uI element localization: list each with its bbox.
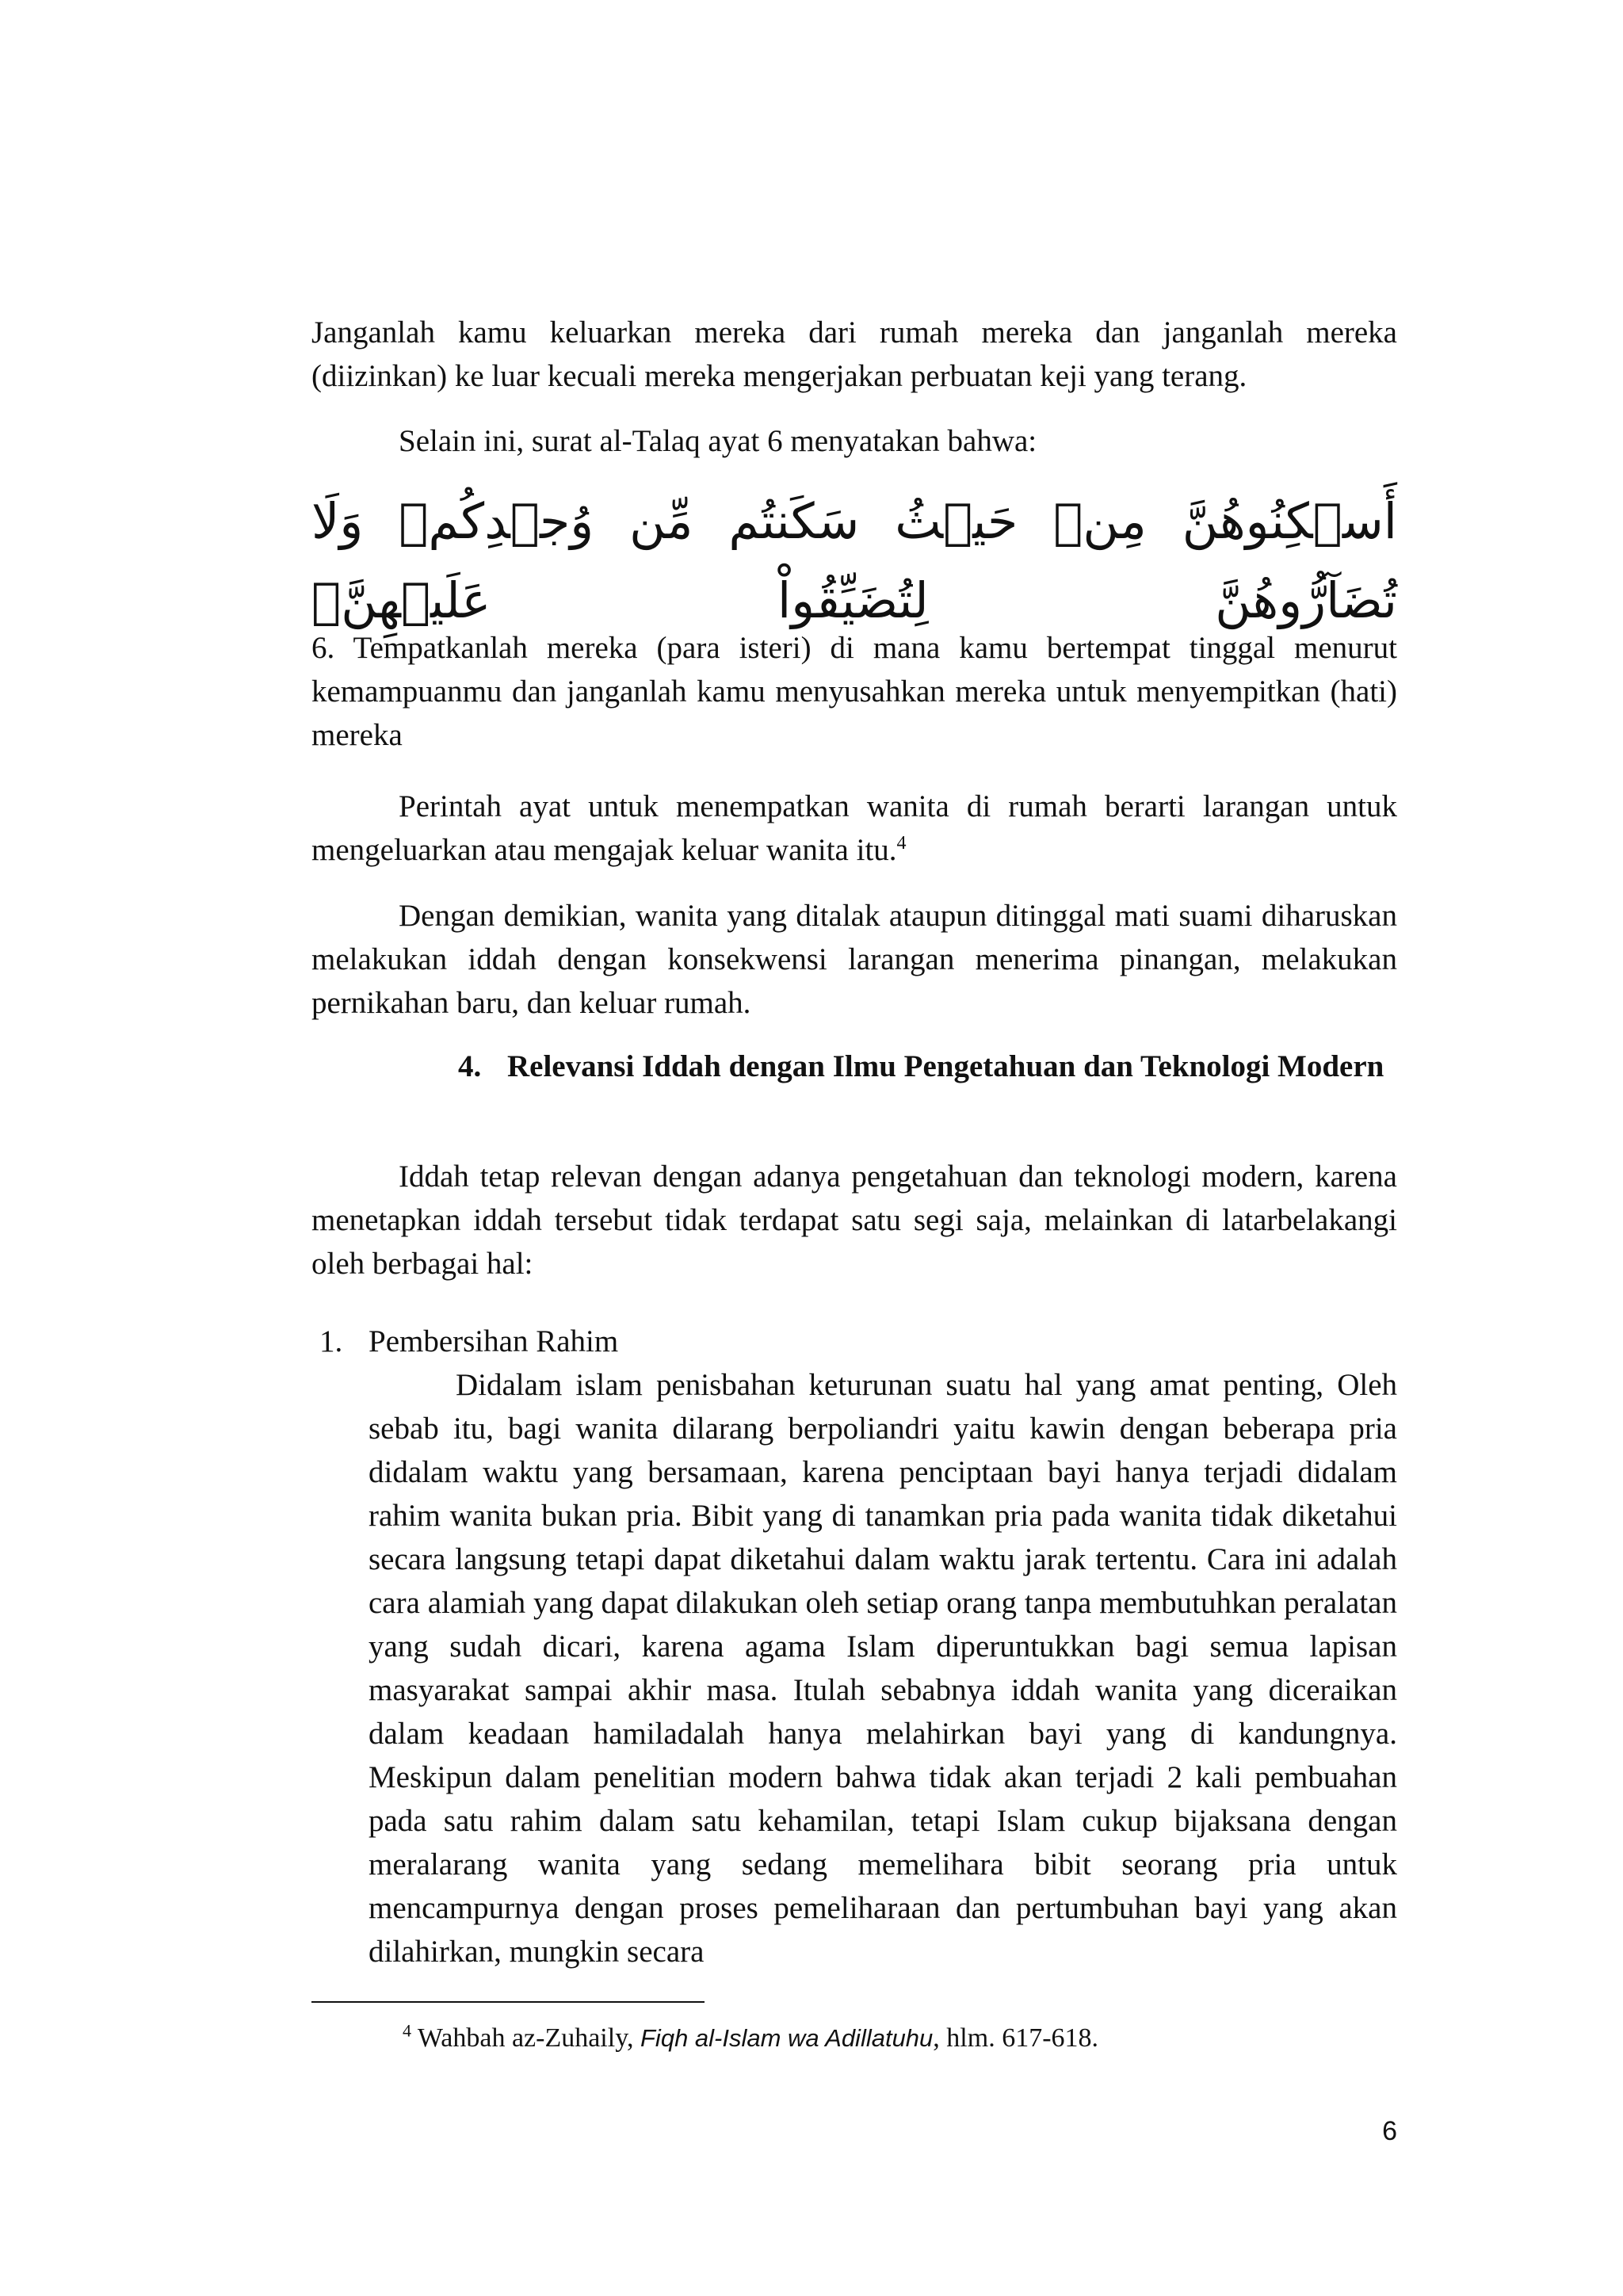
paragraph-text: Dengan demikian, wanita yang ditalak ataupun ditinggal mati suami diharuskan melakukan iddah dengan konsekwensi larangan menerima pinangan, melakukan pernikahan baru, dan keluar rumah. — [311, 899, 1397, 1020]
page-number: 6 — [1382, 2116, 1397, 2146]
footnote-separator — [311, 2001, 705, 2003]
list-item-number: 1. — [319, 1324, 343, 1358]
paragraph-command — [311, 785, 1397, 872]
paragraph-text: Iddah tetap relevan dengan adanya pengetahuan dan teknologi modern, karena menetapkan iddah tersebut tidak terdapat satu segi saja, melainkan di latarbelakangi oleh berbagai hal: — [311, 1159, 1397, 1281]
footnote-author: Wahbah az-Zuhaily, — [417, 2023, 634, 2053]
paragraph-relevance — [311, 1155, 1397, 1286]
footnote-pages: , hlm. 617-618. — [933, 2023, 1099, 2053]
section-heading — [458, 1045, 1397, 1088]
footnote-number: 4 — [403, 2020, 411, 2041]
paragraph-conclusion — [311, 894, 1397, 1025]
footnote-title: Fiqh al-Islam wa Adillatuhu — [640, 2024, 934, 2052]
paragraph-content: Perintah ayat untuk menempatkan wanita di rumah berarti larangan untuk mengeluarkan atau mengajak keluar wanita itu. — [311, 789, 1397, 867]
paragraph-text: 6. Tempatkanlah mereka (para isteri) di mana kamu bertempat tinggal menurut kemampuanmu dan janganlah kamu menyusahkan mereka untuk menyempitkan (hati) mereka — [311, 631, 1397, 752]
paragraph-text: Janganlah kamu keluarkan mereka dari rumah mereka dan janganlah mereka (diizinkan) ke luar kecuali mereka mengerjakan perbuatan keji yang terang. — [311, 315, 1397, 393]
paragraph-translation-1 — [311, 311, 1397, 398]
paragraph-text — [311, 785, 1397, 872]
list-item-body: Didalam islam penisbahan keturunan suatu hal yang amat penting, Oleh sebab itu, bagi wanita dilarang berpoliandri yaitu kawin dengan beberapa pria didalam waktu yang bersamaan, karena penciptaan bayi hanya terjadi didalam rahim wanita bukan pria. Bibit yang di tanamkan pria pada wanita tidak diketahui secara langsung tetapi dapat diketahui dalam waktu jarak tertentu. Cara ini adalah cara alamiah yang dapat dilakukan oleh setiap orang tanpa membutuhkan peralatan yang sudah dicari, karena agama Islam diperuntukkan bagi semua lapisan masyarakat sampai akhir masa. Itulah sebabnya iddah wanita yang diceraikan dalam keadaan hamiladalah hanya melahirkan bayi yang di kandungnya. Meskipun dalam penelitian modern bahwa tidak akan terjadi 2 kali pembuahan pada satu rahim dalam satu kehamilan, tetapi Islam cukup bijaksana dengan meralarang wanita yang sedang memelihara bibit seorang pria untuk mencampurnya dengan proses pemeliharaan dan pertumbuhan bayi yang akan dilahirkan, mungkin secara — [369, 1368, 1397, 1969]
section-title: Relevansi Iddah dengan Ilmu Pengetahuan dan Teknologi Modern — [507, 1049, 1384, 1083]
arabic-verse: أَسۡكِنُوهُنَّ مِنۡ حَيۡثُ سَكَنتُم مِّن وُجۡدِكُمۡ وَلَا تُضَآرُّوهُنَّ لِتُضَيِّقُواْ عَلَيۡهِنَّۚ — [311, 492, 1397, 629]
footnote — [403, 2020, 1098, 2057]
footnote-reference: 4 — [896, 833, 907, 854]
list-item-label: Pembersihan Rahim — [369, 1324, 619, 1358]
paragraph-translation-2 — [311, 626, 1397, 757]
section-number: 4. — [458, 1049, 482, 1083]
paragraph-text: Selain ini, surat al-Talaq ayat 6 menyatakan bahwa: — [399, 424, 1037, 458]
paragraph-intro-verse — [311, 419, 1397, 463]
